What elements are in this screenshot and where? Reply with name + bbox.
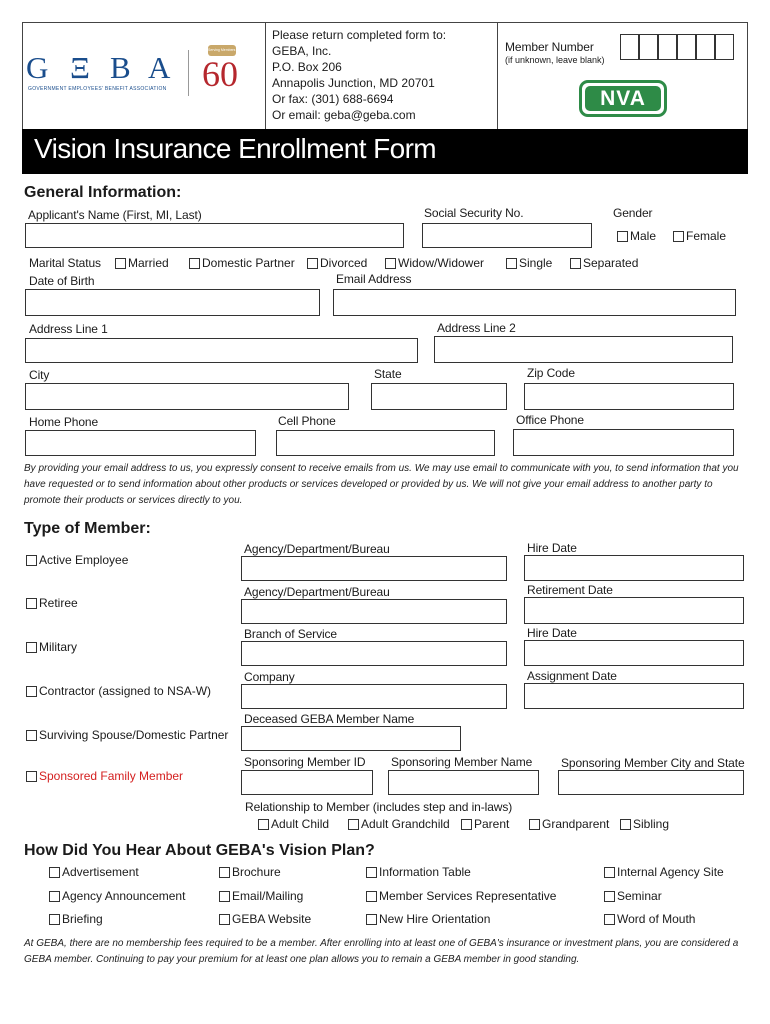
agency-label: Agency/Department/Bureau bbox=[244, 542, 390, 556]
checkbox-label: Single bbox=[519, 256, 553, 270]
member-number-digit[interactable] bbox=[620, 34, 639, 60]
checkbox-label: Briefing bbox=[62, 912, 103, 926]
checkbox-label: Contractor (assigned to NSA-W) bbox=[39, 684, 212, 698]
return-line: Annapolis Junction, MD 20701 bbox=[272, 76, 435, 90]
parent-checkbox[interactable] bbox=[461, 817, 509, 831]
information-table-checkbox[interactable] bbox=[366, 865, 471, 879]
agency-announcement-checkbox[interactable] bbox=[49, 889, 185, 903]
form-title: Vision Insurance Enrollment Form bbox=[34, 133, 437, 164]
checkbox-label: Female bbox=[686, 229, 727, 243]
checkbox-label: Grandparent bbox=[542, 817, 610, 831]
checkbox-label: Member Services Representative bbox=[379, 889, 557, 903]
domestic-partner-checkbox[interactable] bbox=[189, 256, 295, 270]
cell-phone-field[interactable] bbox=[276, 430, 495, 456]
gender-female-checkbox[interactable] bbox=[673, 229, 726, 243]
widow-checkbox[interactable] bbox=[385, 256, 484, 270]
checkbox-icon[interactable] bbox=[49, 867, 60, 878]
member-services-checkbox[interactable] bbox=[366, 889, 556, 903]
checkbox-label: Advertisement bbox=[62, 865, 139, 879]
active-employee-checkbox[interactable] bbox=[26, 553, 128, 567]
dob-label: Date of Birth bbox=[29, 274, 95, 288]
military-checkbox[interactable] bbox=[26, 640, 77, 654]
checkbox-icon[interactable] bbox=[26, 555, 37, 566]
address2-field[interactable] bbox=[434, 336, 733, 363]
checkbox-icon[interactable] bbox=[366, 914, 377, 925]
checkbox-icon[interactable] bbox=[604, 867, 615, 878]
marital-status-label: Marital Status bbox=[29, 256, 101, 270]
checkbox-icon[interactable] bbox=[26, 642, 37, 653]
checkbox-icon[interactable] bbox=[26, 730, 37, 741]
return-address bbox=[272, 27, 446, 123]
retiree-agency-field[interactable] bbox=[241, 599, 507, 624]
adult-child-checkbox[interactable] bbox=[258, 817, 329, 831]
checkbox-icon[interactable] bbox=[385, 258, 396, 269]
checkbox-label: Word of Mouth bbox=[617, 912, 696, 926]
checkbox-label: Seminar bbox=[617, 889, 662, 903]
assignment-date-field[interactable] bbox=[524, 683, 744, 709]
member-number-digit[interactable] bbox=[696, 34, 715, 60]
state-field[interactable] bbox=[371, 383, 507, 410]
checkbox-label: Sibling bbox=[633, 817, 670, 831]
checkbox-label: Domestic Partner bbox=[202, 256, 295, 270]
geba-website-checkbox[interactable] bbox=[219, 912, 311, 926]
logo-letter: Ξ bbox=[70, 50, 90, 85]
return-line: P.O. Box 206 bbox=[272, 60, 342, 74]
checkbox-label: Sponsored Family Member bbox=[39, 769, 184, 783]
city-label: City bbox=[29, 368, 50, 382]
checkbox-label: Military bbox=[39, 640, 77, 654]
relationship-label: Relationship to Member (includes step and in-laws) bbox=[245, 800, 513, 814]
checkbox-icon[interactable] bbox=[49, 914, 60, 925]
membership-footer-note: At GEBA, there are no membership fees required to be a member. After enrolling into at least one of GEBA's insurance or investment plans, you are considered a GEBA member. Continuing to pay your premium for at least one plan allows you to remain a GEBA member in good standing. bbox=[24, 938, 739, 965]
checkbox-icon[interactable] bbox=[307, 258, 318, 269]
return-line: GEBA, Inc. bbox=[272, 44, 332, 58]
nva-logo-text: NVA bbox=[585, 86, 661, 111]
military-hire-date-label: Hire Date bbox=[527, 626, 577, 640]
retirement-date-field[interactable] bbox=[524, 597, 744, 624]
checkbox-icon[interactable] bbox=[49, 891, 60, 902]
address1-label: Address Line 1 bbox=[29, 322, 108, 336]
checkbox-icon[interactable] bbox=[348, 819, 359, 830]
checkbox-label: Internal Agency Site bbox=[617, 865, 724, 879]
anniversary-number: 60 bbox=[202, 54, 238, 94]
ssn-label: Social Security No. bbox=[424, 206, 524, 220]
sibling-checkbox[interactable] bbox=[620, 817, 669, 831]
office-phone-label: Office Phone bbox=[516, 413, 584, 427]
return-line: Please return completed form to: bbox=[272, 28, 447, 42]
sponsored-family-checkbox[interactable] bbox=[26, 769, 183, 783]
checkbox-icon[interactable] bbox=[26, 598, 37, 609]
logo-letter: A bbox=[148, 50, 171, 85]
sponsor-name-label: Sponsoring Member Name bbox=[391, 755, 533, 769]
logo-letter: G bbox=[26, 50, 49, 85]
sponsor-id-label: Sponsoring Member ID bbox=[244, 755, 366, 769]
branch-label: Branch of Service bbox=[244, 627, 338, 641]
checkbox-icon[interactable] bbox=[529, 819, 540, 830]
surviving-spouse-checkbox[interactable] bbox=[26, 728, 228, 742]
checkbox-icon[interactable] bbox=[366, 867, 377, 878]
checkbox-icon[interactable] bbox=[219, 891, 230, 902]
zip-field[interactable] bbox=[524, 383, 734, 410]
email-label: Email Address bbox=[336, 272, 412, 286]
checkbox-label: Widow/Widower bbox=[398, 256, 485, 270]
checkbox-icon[interactable] bbox=[26, 771, 37, 782]
gender-label: Gender bbox=[613, 206, 653, 220]
checkbox-label: Email/Mailing bbox=[232, 889, 304, 903]
state-label: State bbox=[374, 367, 402, 381]
grandparent-checkbox[interactable] bbox=[529, 817, 609, 831]
deceased-member-field[interactable] bbox=[241, 726, 461, 751]
divorced-checkbox[interactable] bbox=[307, 256, 367, 270]
advertisement-checkbox[interactable] bbox=[49, 865, 139, 879]
retiree-agency-label: Agency/Department/Bureau bbox=[244, 585, 390, 599]
checkbox-label: Parent bbox=[474, 817, 510, 831]
header-divider bbox=[265, 22, 266, 130]
email-consent-note: By providing your email address to us, you expressly consent to receive emails from us. We may use email to communicate with you, to send information that you have requested or to send information about other products or services developed or provided by us. We will not give your email address to another party to promote their products or services directly to you. bbox=[24, 463, 739, 506]
checkbox-label: Information Table bbox=[379, 865, 471, 879]
checkbox-icon[interactable] bbox=[26, 686, 37, 697]
sponsor-name-field[interactable] bbox=[388, 770, 539, 795]
checkbox-label: Surviving Spouse/Domestic Partner bbox=[39, 728, 229, 742]
checkbox-icon[interactable] bbox=[219, 867, 230, 878]
member-number-digit[interactable] bbox=[677, 34, 696, 60]
company-label: Company bbox=[244, 670, 295, 684]
member-number-label: Member Number bbox=[505, 40, 594, 54]
return-line: Or fax: (301) 688-6694 bbox=[272, 92, 394, 106]
assignment-date-label: Assignment Date bbox=[527, 669, 617, 683]
address2-label: Address Line 2 bbox=[437, 321, 516, 335]
cell-phone-label: Cell Phone bbox=[278, 414, 336, 428]
logo-letter: B bbox=[110, 50, 131, 85]
checkbox-label: Divorced bbox=[320, 256, 368, 270]
retirement-date-label: Retirement Date bbox=[527, 583, 613, 597]
checkbox-icon[interactable] bbox=[570, 258, 581, 269]
sponsor-id-field[interactable] bbox=[241, 770, 373, 795]
address1-field[interactable] bbox=[25, 338, 418, 363]
separated-checkbox[interactable] bbox=[570, 256, 638, 270]
checkbox-label: Brochure bbox=[232, 865, 281, 879]
city-field[interactable] bbox=[25, 383, 349, 410]
member-number-digit[interactable] bbox=[639, 34, 658, 60]
home-phone-label: Home Phone bbox=[29, 415, 99, 429]
single-checkbox[interactable] bbox=[506, 256, 552, 270]
checkbox-label: Retiree bbox=[39, 596, 78, 610]
checkbox-label: Adult Child bbox=[271, 817, 330, 831]
checkbox-icon[interactable] bbox=[461, 819, 472, 830]
email-mailing-checkbox[interactable] bbox=[219, 889, 303, 903]
retiree-checkbox[interactable] bbox=[26, 596, 78, 610]
checkbox-label: Active Employee bbox=[39, 553, 129, 567]
email-field[interactable] bbox=[333, 289, 736, 316]
checkbox-label: Male bbox=[630, 229, 657, 243]
checkbox-icon[interactable] bbox=[258, 819, 269, 830]
office-phone-field[interactable] bbox=[513, 429, 734, 456]
header-divider bbox=[497, 22, 498, 130]
checkbox-label: Agency Announcement bbox=[62, 889, 186, 903]
checkbox-icon[interactable] bbox=[366, 891, 377, 902]
member-number-hint: (if unknown, leave blank) bbox=[505, 55, 605, 65]
home-phone-field[interactable] bbox=[25, 430, 256, 456]
deceased-member-label: Deceased GEBA Member Name bbox=[244, 712, 415, 726]
dob-field[interactable] bbox=[25, 289, 320, 316]
checkbox-icon[interactable] bbox=[189, 258, 200, 269]
checkbox-icon[interactable] bbox=[673, 231, 684, 242]
hear-about-heading: How Did You Hear About GEBA's Vision Plan? bbox=[24, 842, 375, 859]
logo-divider bbox=[188, 50, 189, 96]
ssn-field[interactable] bbox=[422, 223, 592, 248]
logo-tagline: GOVERNMENT EMPLOYEES' BENEFIT ASSOCIATION bbox=[28, 86, 167, 92]
member-number-digit[interactable] bbox=[658, 34, 677, 60]
contractor-checkbox[interactable] bbox=[26, 684, 211, 698]
applicant-name-field[interactable] bbox=[25, 223, 404, 248]
anniversary-ribbon: Serving Members For bbox=[208, 45, 236, 56]
seminar-checkbox[interactable] bbox=[604, 889, 662, 903]
anniversary-emblem bbox=[200, 45, 244, 95]
company-field[interactable] bbox=[241, 684, 507, 709]
checkbox-icon[interactable] bbox=[604, 891, 615, 902]
agency-field[interactable] bbox=[241, 556, 507, 581]
internal-agency-checkbox[interactable] bbox=[604, 865, 724, 879]
checkbox-icon[interactable] bbox=[219, 914, 230, 925]
branch-field[interactable] bbox=[241, 641, 507, 666]
checkbox-label: Separated bbox=[583, 256, 639, 270]
zip-label: Zip Code bbox=[527, 366, 575, 380]
checkbox-icon[interactable] bbox=[620, 819, 631, 830]
sponsor-city-field[interactable] bbox=[558, 770, 744, 795]
word-of-mouth-checkbox[interactable] bbox=[604, 912, 695, 926]
military-hire-date-field[interactable] bbox=[524, 640, 744, 666]
general-info-heading: General Information: bbox=[24, 184, 182, 201]
sponsor-city-label: Sponsoring Member City and State bbox=[561, 756, 745, 770]
checkbox-icon[interactable] bbox=[115, 258, 126, 269]
adult-grandchild-checkbox[interactable] bbox=[348, 817, 450, 831]
new-hire-checkbox[interactable] bbox=[366, 912, 490, 926]
applicant-name-label: Applicant's Name (First, MI, Last) bbox=[28, 208, 202, 222]
married-checkbox[interactable] bbox=[115, 256, 169, 270]
hire-date-field[interactable] bbox=[524, 555, 744, 581]
hire-date-label: Hire Date bbox=[527, 541, 577, 555]
return-line: Or email: geba@geba.com bbox=[272, 108, 416, 122]
member-type-heading: Type of Member: bbox=[24, 520, 151, 537]
checkbox-label: Married bbox=[128, 256, 169, 270]
briefing-checkbox[interactable] bbox=[49, 912, 103, 926]
brochure-checkbox[interactable] bbox=[219, 865, 281, 879]
checkbox-label: Adult Grandchild bbox=[361, 817, 450, 831]
checkbox-label: New Hire Orientation bbox=[379, 912, 491, 926]
checkbox-label: GEBA Website bbox=[232, 912, 312, 926]
member-number-digit[interactable] bbox=[715, 34, 734, 60]
nva-logo bbox=[579, 80, 667, 117]
gender-male-checkbox[interactable] bbox=[617, 229, 656, 243]
checkbox-icon[interactable] bbox=[506, 258, 517, 269]
checkbox-icon[interactable] bbox=[604, 914, 615, 925]
checkbox-icon[interactable] bbox=[617, 231, 628, 242]
